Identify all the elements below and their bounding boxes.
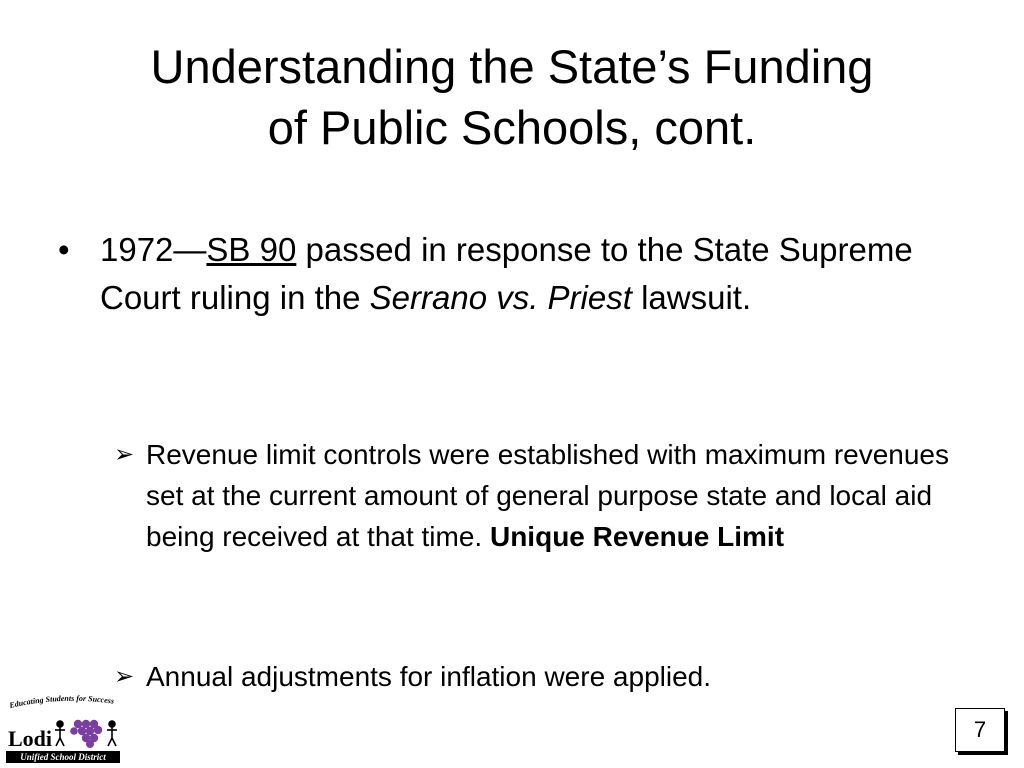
logo-wordmark: Lodi xyxy=(8,726,53,751)
case-name: Serrano vs. Priest xyxy=(369,279,632,316)
logo-tagline: Educating Students for Success xyxy=(8,694,115,710)
slide-title xyxy=(40,36,984,158)
grapes-icon xyxy=(70,720,102,748)
sub-bullet-text: Revenue limit controls were established with maximum revenues set at the current amount of general purpose state and local aid being received at that time. xyxy=(146,439,950,552)
sub-bullet-inflation xyxy=(114,656,976,697)
logo-district-name: Unified School District xyxy=(20,752,106,762)
sub-bullet-text: Annual adjustments for inflation were applied. xyxy=(146,661,712,692)
sb90-link[interactable]: SB 90 xyxy=(206,231,297,268)
lodi-usd-logo xyxy=(4,694,122,764)
arrow-bullet-icon: ➢ xyxy=(114,441,135,468)
bullet-dot: • xyxy=(58,231,70,268)
arrow-bullet-icon: ➢ xyxy=(114,663,135,690)
bullet-suffix: lawsuit. xyxy=(631,279,752,316)
title-line-2: of Public Schools, cont. xyxy=(267,101,757,154)
sub-bullet-bold: Unique Revenue Limit xyxy=(489,521,785,552)
main-bullet xyxy=(58,226,960,322)
page-number: 7 xyxy=(955,708,1005,752)
sub-bullet-revenue-limit xyxy=(114,434,976,557)
title-line-1: Understanding the State’s Funding xyxy=(150,40,874,93)
bullet-text: passed in response to the State Supreme Court ruling in the xyxy=(100,231,913,316)
bullet-year: 1972— xyxy=(100,231,207,268)
